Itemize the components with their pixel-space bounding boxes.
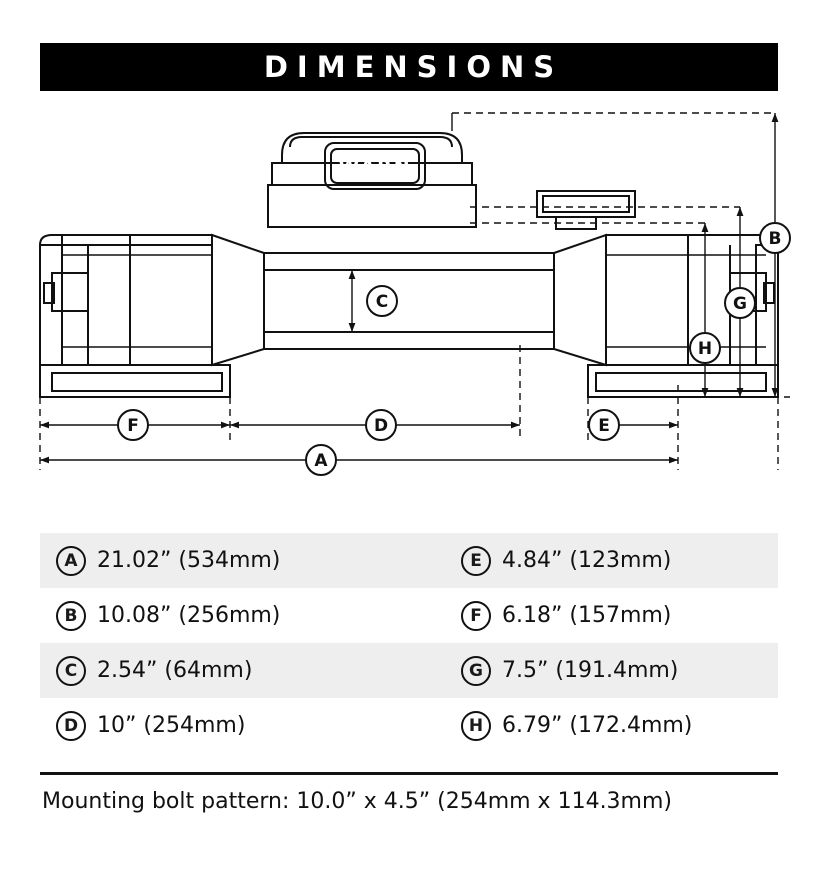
- legend-cell-d: [40, 711, 409, 741]
- legend-value-g: 7.5” (191.4mm): [502, 658, 679, 683]
- legend-letter-g: G: [461, 656, 491, 686]
- legend-row: [40, 588, 778, 643]
- legend-cell-e: [409, 546, 778, 576]
- legend-letter-e: E: [461, 546, 491, 576]
- mounting-bolt-pattern-note: Mounting bolt pattern: 10.0” x 4.5” (254mm x 114.3mm): [42, 789, 672, 814]
- legend-row: [40, 643, 778, 698]
- legend-cell-a: [40, 546, 409, 576]
- callout-h-label: H: [697, 339, 713, 359]
- legend-row: [40, 698, 778, 753]
- dimension-lines: [40, 113, 790, 470]
- legend-value-a: 21.02” (534mm): [97, 548, 281, 573]
- dimensions-legend: [40, 533, 778, 753]
- legend-letter-c: C: [56, 656, 86, 686]
- callout-e-label: E: [598, 416, 610, 436]
- legend-value-b: 10.08” (256mm): [97, 603, 281, 628]
- dimensions-banner: [40, 43, 778, 91]
- callout-c: [367, 286, 397, 316]
- callout-b-label: B: [768, 229, 782, 249]
- legend-letter-a: A: [56, 546, 86, 576]
- callout-g-label: G: [733, 294, 747, 314]
- callout-c-label: C: [375, 292, 389, 312]
- callout-f-label: F: [127, 416, 139, 436]
- legend-letter-h: H: [461, 711, 491, 741]
- legend-value-h: 6.79” (172.4mm): [502, 713, 693, 738]
- callout-b: [760, 223, 790, 253]
- winch-dimension-drawing: [0, 95, 818, 510]
- warn-logo-text: WARN: [338, 156, 412, 178]
- legend-cell-f: [409, 601, 778, 631]
- legend-row: [40, 533, 778, 588]
- legend-letter-d: D: [56, 711, 86, 741]
- callout-h: [690, 333, 720, 363]
- callout-f: [118, 410, 148, 440]
- legend-letter-f: F: [461, 601, 491, 631]
- legend-cell-g: [409, 656, 778, 686]
- callout-d-label: D: [373, 416, 389, 436]
- legend-value-f: 6.18” (157mm): [502, 603, 672, 628]
- legend-value-c: 2.54” (64mm): [97, 658, 253, 683]
- callout-a: [306, 445, 336, 475]
- callout-d: [366, 410, 396, 440]
- legend-value-d: 10” (254mm): [97, 713, 246, 738]
- callout-a-label: A: [314, 451, 328, 471]
- footer-divider: [40, 772, 778, 775]
- legend-value-e: 4.84” (123mm): [502, 548, 672, 573]
- legend-cell-c: [40, 656, 409, 686]
- callout-e: [589, 410, 619, 440]
- warn-logo: [338, 156, 411, 178]
- page-title: DIMENSIONS: [263, 50, 564, 84]
- callout-g: [725, 288, 755, 318]
- legend-cell-h: [409, 711, 778, 741]
- legend-letter-b: B: [56, 601, 86, 631]
- legend-cell-b: [40, 601, 409, 631]
